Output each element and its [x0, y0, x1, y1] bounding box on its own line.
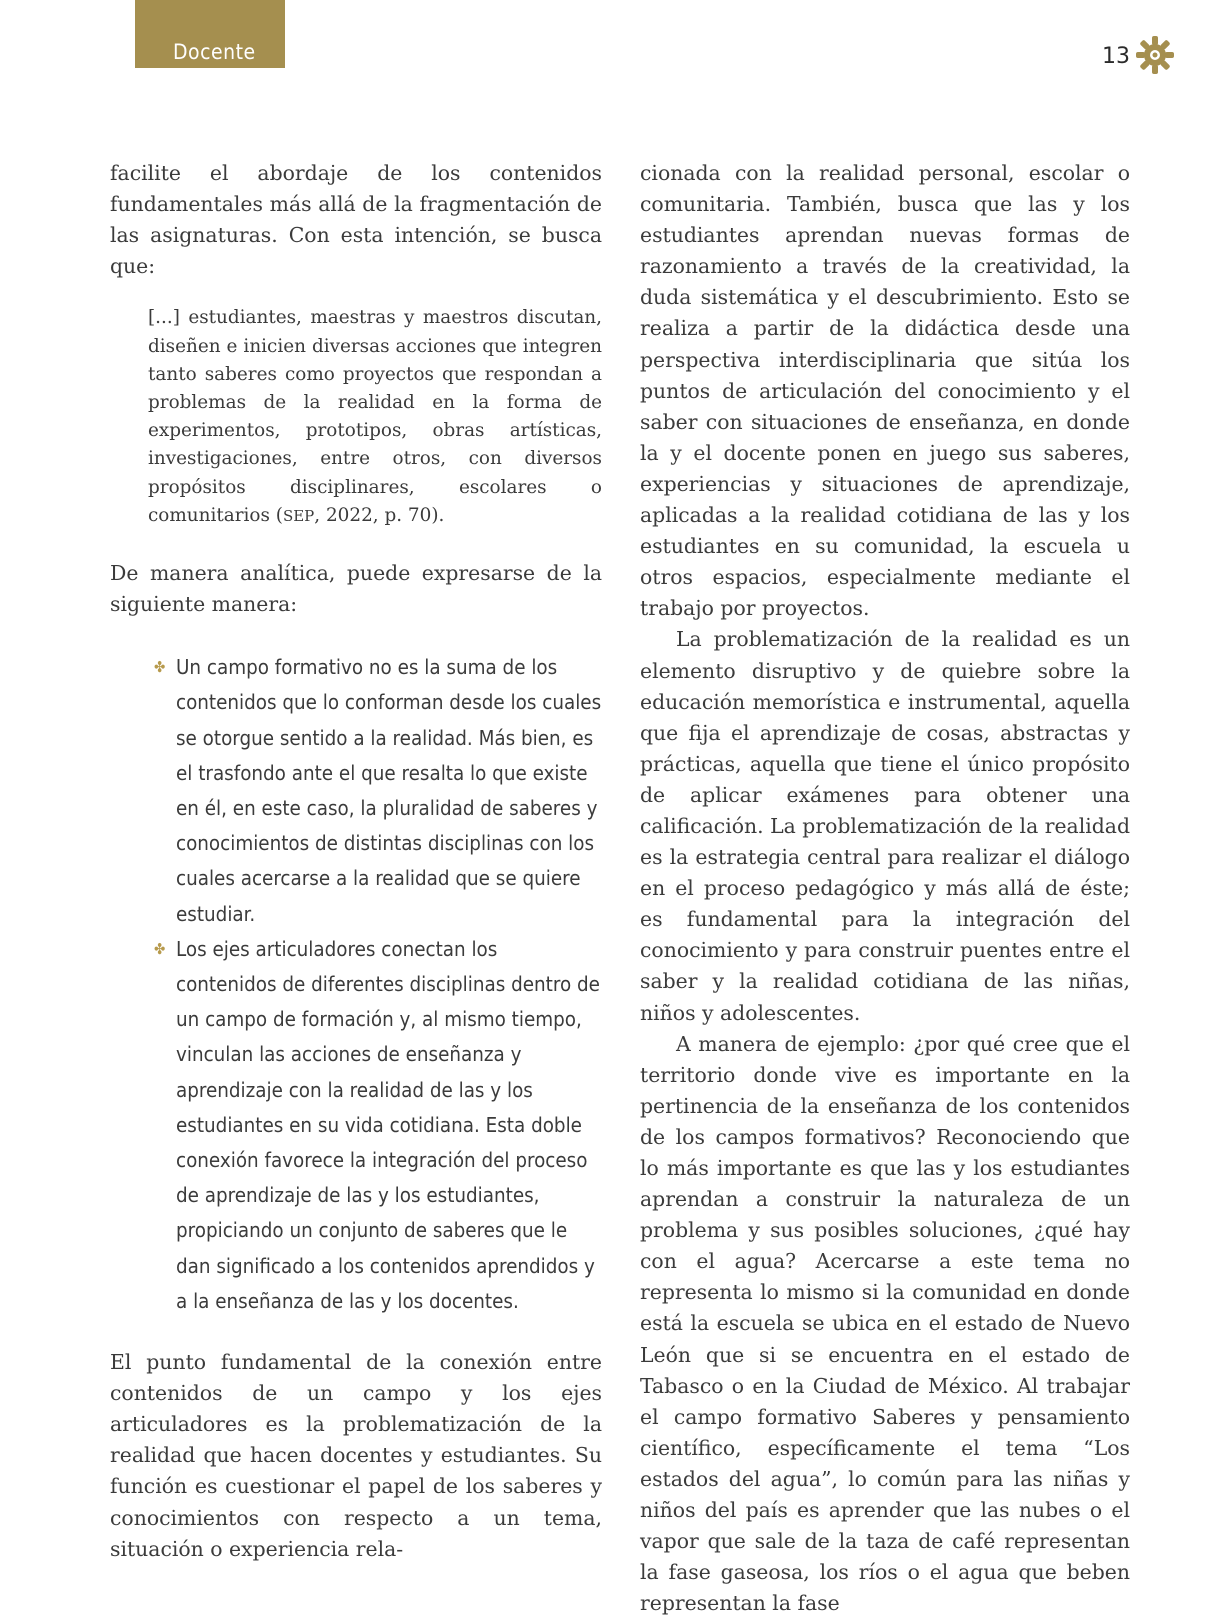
section-tab [135, 0, 285, 68]
right-column [640, 158, 1130, 1619]
quote-citation-source: SEP [282, 506, 315, 525]
quote-citation-detail: , 2022, p. 70). [314, 504, 445, 526]
paragraph-continuation: cionada con la realidad personal, escolar o comunitaria. También, busca que las y los estudiantes aprendan nuevas formas de razonamiento a través de la creatividad, la duda sistemática y el descubrimiento. Esto se realiza a partir de la didáctica desde una perspectiva interdisciplinaria que sitúa los puntos de articulación del conocimiento y el saber con situaciones de enseñanza, en donde la y el docente ponen en juego sus saberes, experiencias y situaciones de aprendizaje, aplicadas a la realidad cotidiana de las y los estudiantes en su comunidad, la escuela u otros espacios, especialmente mediante el trabajo por proyectos. [640, 161, 1130, 621]
paragraph-example: A manera de ejemplo: ¿por qué cree que el territorio donde vive es importante en la pertinencia de la enseñanza de los contenidos de los campos formativos? Reconociendo que lo más importante es que las y los estudiantes aprendan a construir la naturaleza de un problema y sus posibles soluciones, ¿qué hay con el agua? Acercarse a este tema no representa lo mismo si la comunidad en donde está la escuela se ubica en el estado de Nuevo León que si se encuentra en el estado de Tabasco o en la Ciudad de México. Al trabajar el campo formativo Saberes y pensamiento científico, específicamente el tema “Los estados del agua”, lo común para las niñas y niños del país es aprender que las nubes o el vapor que sale de la taza de café representan la fase gaseosa, los ríos o el agua que beben representan la fase [640, 1031, 1130, 1616]
quote-text: [...] estudiantes, maestras y maestros discutan, diseñen e inicien diversas acciones que integren tanto saberes como proyectos que respondan a problemas de la realidad en la forma de experimentos, prototipos, obras artísticas, investigaciones, entre otros, con diversos propósitos disciplinares, escolares o comunitarios ( [148, 307, 602, 526]
list-item [154, 650, 602, 932]
block-quote [148, 304, 602, 530]
list-item-text: Los ejes articuladores conectan los contenidos de diferentes disciplinas dentro de un campo de formación y, al mismo tiempo, vinculan las acciones de enseñanza y aprendizaje con la realidad de las y los estudiantes en su vida cotidiana. Esta doble conexión favorece la integración del proceso de aprendizaje de las y los estudiantes, propiciando un conjunto de saberes que le dan significado a los contenidos aprendidos y a la enseñanza de las y los docentes. [176, 936, 600, 1313]
page-number: 13 [1102, 44, 1130, 69]
list-item [154, 932, 602, 1319]
bullet-list [154, 650, 602, 1319]
decorative-gear-flower-icon [1134, 34, 1176, 76]
list-item-text: Un campo formativo no es la suma de los contenidos que lo conforman desde los cuales se otorgue sentido a la realidad. Más bien, es el trasfondo ante el que resalta lo que existe en él, en este caso, la pluralidad de saberes y conocimientos de distintas disciplinas con los cuales acercarse a la realidad que se quiere estudiar. [176, 655, 602, 926]
left-column [110, 158, 602, 1565]
paragraph-fundamental-point: El punto fundamental de la conexión entre contenidos de un campo y los ejes articuladores es la problematización de la realidad que hacen docentes y estudiantes. Su función es cuestionar el papel de los saberes y conocimientos con respecto a un tema, situación o experiencia rela- [110, 1350, 602, 1561]
paragraph-intro: facilite el abordaje de los contenidos fundamentales más allá de la fragmentación de las asignaturas. Con esta intención, se busca que: [110, 161, 602, 279]
bullet-flower-icon: ✤ [154, 939, 166, 958]
paragraph-problematization: La problematización de la realidad es un elemento disruptivo y de quiebre sobre la educación memorística e instrumental, aquella que fija el aprendizaje de cosas, abstractas y prácticas, aquella que tiene el único propósito de aplicar exámenes para obtener una calificación. La problematización de la realidad es la estrategia central para realizar el diálogo en el proceso pedagógico y más allá de éste; es fundamental para la integración del conocimiento y para construir puentes entre el saber y la realidad cotidiana de las niñas, niños y adolescentes. [640, 627, 1130, 1025]
section-label: Docente [173, 40, 256, 64]
bullet-flower-icon: ✤ [154, 658, 166, 677]
paragraph-analytic: De manera analítica, puede expresarse de la siguiente manera: [110, 561, 602, 617]
